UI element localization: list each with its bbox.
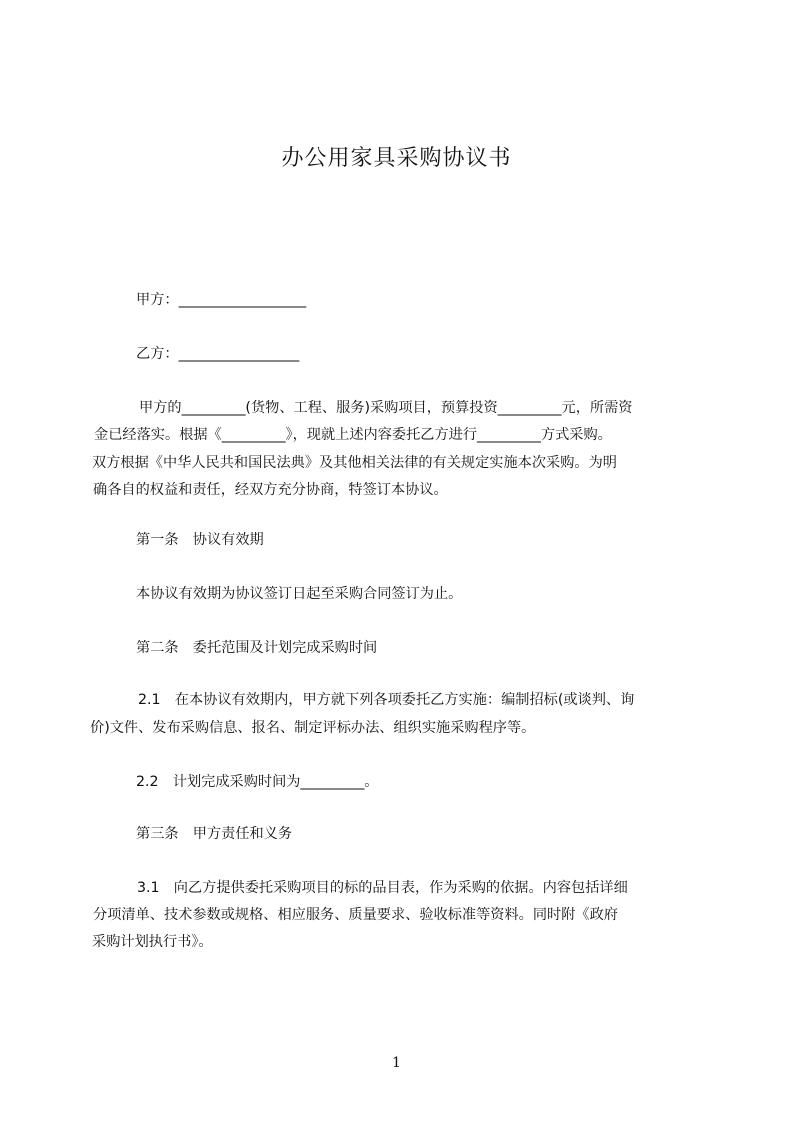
intro-line: 双方根据《中华人民共和国民法典》及其他相关法律的有关规定实施本次采购。为明 [92, 455, 617, 471]
clause-3-1-line: 采购计划执行书》。 [92, 934, 213, 950]
party-a-line: 甲方：__________________ [136, 292, 307, 308]
clause-3-1-line: 分项清单、技术参数或规格、相应服务、质量要求、验收标准等资料。同时附《政府 [93, 907, 618, 923]
document-title: 办公用家具采购协议书 [281, 146, 512, 171]
intro-line: 确各自的权益和责任，经双方充分协商，特签订本协议。 [93, 482, 448, 498]
article-3-heading: 第三条 甲方责任和义务 [136, 826, 293, 842]
clause-2-1-line: 2.1 在本协议有效期内，甲方就下列各项委托乙方实施：编制招标(或谈判、询 [138, 692, 635, 708]
article-2-heading: 第二条 委托范围及计划完成采购时间 [136, 640, 378, 656]
article-1-text: 本协议有效期为协议签订日起至采购合同签订为止。 [136, 586, 463, 602]
clause-3-1-line: 3.1 向乙方提供委托采购项目的标的品目表，作为采购的依据。内容包括详细 [137, 880, 628, 896]
intro-line: 甲方的_________(货物、工程、服务)采购项目，预算投资_________元，所需资 [139, 400, 633, 416]
clause-2-2: 2.2 计划完成采购时间为_________。 [136, 774, 379, 790]
party-b-line: 乙方：_________________ [136, 346, 300, 362]
clause-2-1-line: 价)文件、发布采购信息、报名、制定评标办法、组织实施采购程序等。 [90, 720, 536, 736]
article-1-heading: 第一条 协议有效期 [136, 532, 264, 548]
intro-line: 金已经落实。根据《_________》，现就上述内容委托乙方进行_________方式采购。 [94, 427, 612, 443]
page-number: 1 [392, 1055, 401, 1071]
